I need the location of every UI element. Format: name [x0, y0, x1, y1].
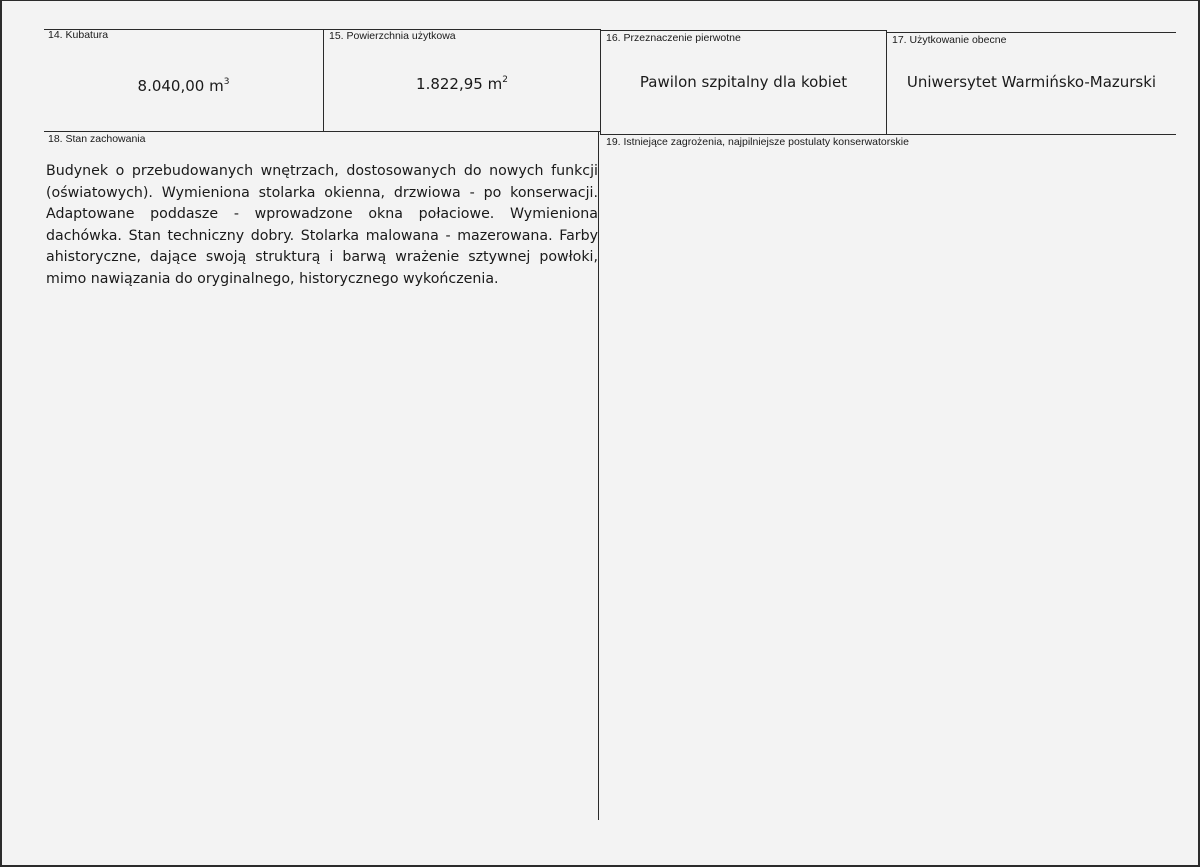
field-17-label: 17. Użytkowanie obecne — [892, 34, 1007, 46]
field-15-label: 15. Powierzchnia użytkowa — [329, 30, 456, 42]
field-18-text: Budynek o przebudowanych wnętrzach, dostosowanych do nowych funkcji (oświatowych). Wymieniona stolarka okienna, drzwiowa - po konserwacji. Adaptowane poddasze - wprowadzone okna połaciowe. Wymieniona dachówka. Stan techniczny dobry. Stolarka malowana - mazerowana. Farby ahistoryczne, dające swoją strukturą i barwą wrażenie sztywnej powłoki, mimo nawiązania do oryginalnego, historycznego wykończenia. — [46, 163, 598, 287]
rule-mid-left — [44, 131, 600, 132]
field-19-label: 19. Istniejące zagrożenia, najpilniejsze postulaty konserwatorskie — [606, 136, 909, 148]
rule-top-left — [44, 29, 600, 30]
field-16-value: Pawilon szpitalny dla kobiet — [639, 73, 848, 91]
field-17-value: Uniwersytet Warmińsko-Mazurski — [906, 73, 1157, 91]
rule-mid-right — [600, 134, 1176, 135]
form-card — [2, 1, 1198, 865]
rule-top-middle — [600, 30, 887, 31]
field-15-number: 1.822,95 m — [416, 75, 503, 93]
rule-vertical-18-19 — [598, 132, 599, 820]
field-18-label: 18. Stan zachowania — [48, 133, 146, 145]
field-15-value — [324, 75, 600, 93]
field-14-label: 14. Kubatura — [48, 29, 109, 41]
field-15-unit-exponent: 2 — [502, 75, 508, 85]
field-14-unit-exponent: 3 — [223, 77, 230, 87]
field-14-value — [44, 77, 323, 95]
field-14-number: 8.040,00 m — [137, 77, 224, 95]
rule-top-right — [887, 32, 1176, 33]
field-16-label: 16. Przeznaczenie pierwotne — [606, 32, 741, 44]
